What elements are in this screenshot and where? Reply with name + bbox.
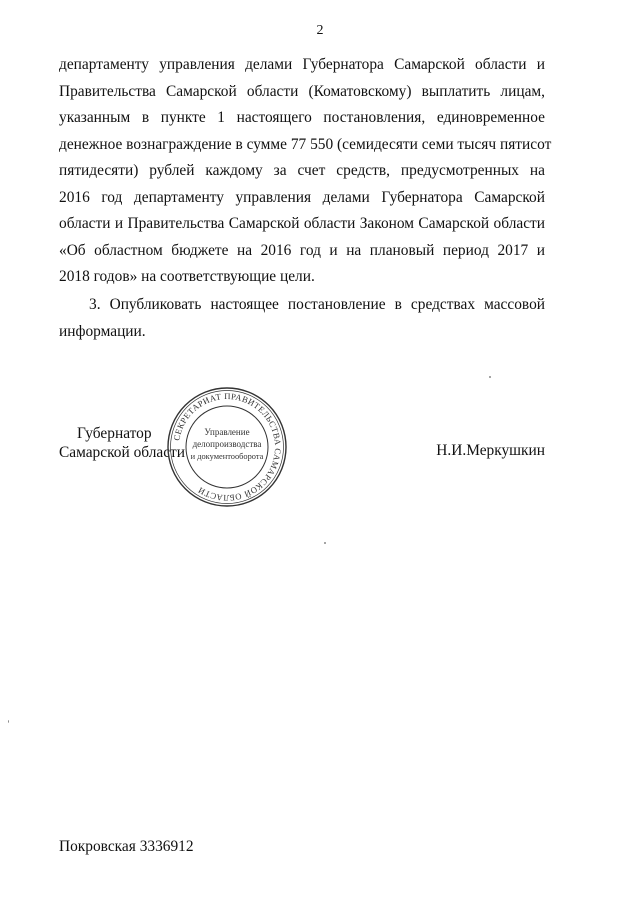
text-line: пятидесяти) рублей каждому за счет средств, предусмотренных на xyxy=(59,162,545,179)
signatory-name: Н.И.Меркушкин xyxy=(436,442,545,459)
page-number: 2 xyxy=(316,23,324,38)
text-line: 3. Опубликовать настоящее постановление в средствах массовой xyxy=(89,296,545,313)
paragraph-1 xyxy=(59,52,552,291)
text-line: Правительства Самарской области (Коматовскому) выплатить лицам, xyxy=(59,82,545,100)
text-line: указанным в пункте 1 настоящего постановления, единовременное xyxy=(59,109,545,126)
scan-speck xyxy=(489,376,491,378)
text-line: 2016 год департаменту управления делами Губернатора Самарской xyxy=(59,188,545,206)
stamp-center-line: и документооборота xyxy=(190,452,264,461)
official-stamp xyxy=(165,385,289,509)
scan-speck xyxy=(8,720,9,723)
text-line: «Об областном бюджете на 2016 год и на плановый период 2017 и xyxy=(59,241,545,259)
text-line: департаменту управления делами Губернатора Самарской области и xyxy=(59,56,545,73)
signatory-title-line: Самарской области xyxy=(59,444,186,461)
text-line: 2018 годов» на соответствующие цели. xyxy=(59,268,315,285)
executor-footer: Покровская 3336912 xyxy=(59,838,194,855)
stamp-center-line: делопроизводства xyxy=(192,439,262,449)
stamp-center-line: Управление xyxy=(204,427,250,437)
text-line: денежное вознаграждение в сумме 77 550 (семидесяти семи тысяч пятисот xyxy=(59,135,552,153)
signatory-title-line: Губернатор xyxy=(77,425,152,442)
scan-speck xyxy=(324,542,326,544)
paragraph-2 xyxy=(59,292,545,345)
stamp-ring-text: СЕКРЕТАРИАТ ПРАВИТЕЛЬСТВА САМАРСКОЙ ОБЛАСТИ xyxy=(171,390,284,504)
text-line: области и Правительства Самарской области Законом Самарской области xyxy=(59,215,545,232)
text-line: информации. xyxy=(59,322,146,340)
